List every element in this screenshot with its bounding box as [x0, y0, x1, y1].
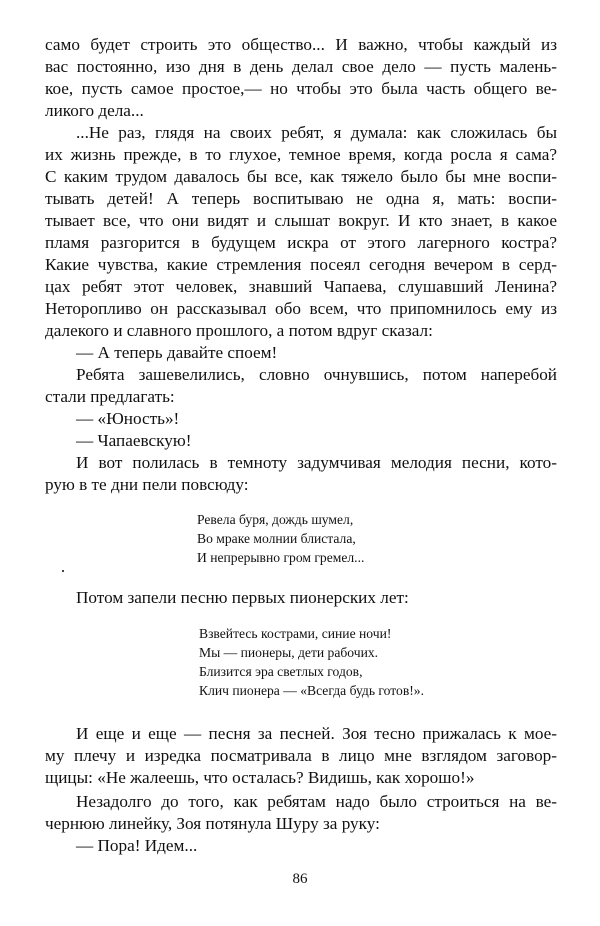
text-line: тывать детей! А теперь воспитываю не одна я, мать: воспи-: [45, 189, 557, 208]
dialogue-line: — «Юность»!: [76, 409, 180, 428]
text-line: само будет строить это общество... И важно, чтобы каждый из: [45, 35, 557, 54]
song-verse-line: Мы — пионеры, дети рабочих.: [199, 645, 379, 660]
text-line: цах ребят этот человек, знавший Чапаева, слушавший Ленина?: [45, 277, 557, 296]
dialogue-line: — Пора! Идем...: [76, 836, 198, 855]
paragraph-first-line: ...Не раз, глядя на своих ребят, я думала: как сложилась бы: [76, 123, 557, 142]
text-line: С каким трудом давалось бы все, как тяжело было бы мне воспи-: [45, 167, 557, 186]
text-line: му плечу и изредка посматривала в лицо мне взглядом заговор-: [45, 746, 557, 765]
paragraph-first-line: Ребята зашевелились, словно очнувшись, потом наперебой: [76, 365, 557, 384]
dialogue-line: — А теперь давайте споем!: [76, 343, 278, 362]
paragraph-first-line: Потом запели песню первых пионерских лет:: [76, 588, 409, 607]
song-verse-line: Во мраке молнии блистала,: [197, 531, 356, 546]
song-verse-line: Близится эра светлых годов,: [199, 664, 363, 679]
text-line: щицы: «Не жалеешь, что осталась? Видишь, как хорошо!»: [45, 768, 475, 787]
paragraph-first-line: И вот полилась в темноту задумчивая мелодия песни, кото-: [76, 453, 557, 472]
text-line: ликого дела...: [45, 101, 144, 120]
text-line: пламя разгорится в будущем искра от этого лагерного костра?: [45, 233, 557, 252]
text-line: чернюю линейку, Зоя потянула Шуру за руку:: [45, 814, 380, 833]
paragraph-first-line: И еще и еще — песня за песней. Зоя тесно прижалась к мое-: [76, 724, 557, 743]
text-line: кое, пусть самое простое,— но чтобы это была часть общего ве-: [45, 79, 557, 98]
song-verse-line: Ревела буря, дождь шумел,: [197, 512, 354, 527]
text-line: их жизнь прежде, в то глухое, темное время, когда росла я сама?: [45, 145, 557, 164]
text-line: Какие чувства, какие стремления посеял сегодня вечером в серд-: [45, 255, 557, 274]
dialogue-line: — Чапаевскую!: [76, 431, 192, 450]
text-line: рую в те дни пели повсюду:: [45, 475, 249, 494]
text-line: тывает все, что они видят и слышат вокруг. И кто знает, в какое: [45, 211, 557, 230]
song-verse-line: И непрерывно гром гремел...: [197, 550, 365, 565]
song-verse-line: Взвейтесь кострами, синие ночи!: [199, 626, 392, 641]
ink-speck: [62, 570, 64, 572]
text-line: вас постоянно, изо дня в день делал свое дело — пусть малень-: [45, 57, 557, 76]
paragraph-first-line: Незадолго до того, как ребятам надо было строиться на ве-: [76, 792, 557, 811]
text-line: далекого и славного прошлого, а потом вдруг сказал:: [45, 321, 433, 340]
text-line: Неторопливо он рассказывал обо всем, что припомнилось ему из: [45, 299, 557, 318]
song-verse-line: Клич пионера — «Всегда будь готов!».: [199, 683, 424, 698]
text-line: стали предлагать:: [45, 387, 175, 406]
page-number: 86: [292, 871, 308, 887]
